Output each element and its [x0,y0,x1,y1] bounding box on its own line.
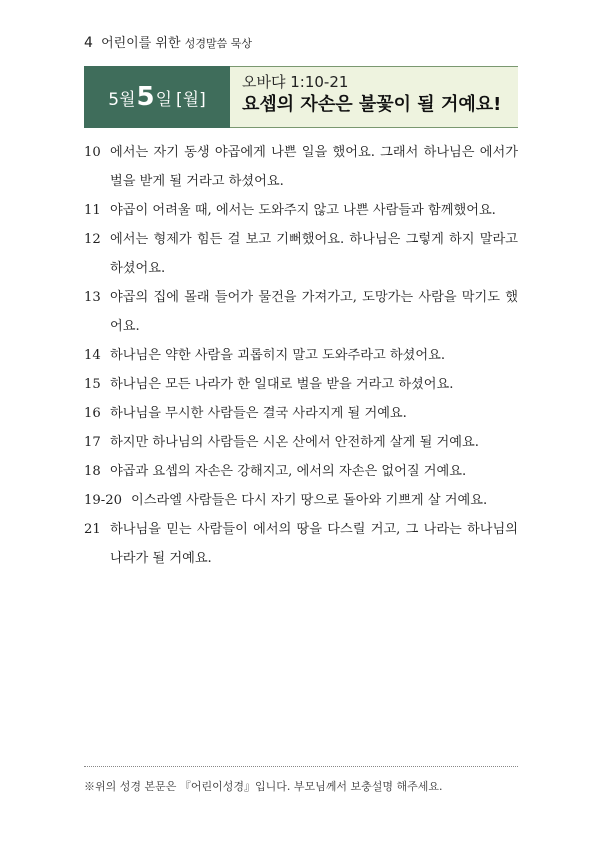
verse [84,399,518,428]
book-subtitle: 성경말씀 묵상 [184,37,252,50]
verse [84,225,518,283]
date-weekday: [월] [176,89,206,110]
verse [84,370,518,399]
verse-text: 이스라엘 사람들은 다시 자기 땅으로 돌아와 기쁘게 살 거예요. [131,493,488,508]
verse-text: 하나님을 무시한 사람들은 결국 사라지게 될 거예요. [110,406,407,421]
verse-text: 에서는 자기 동생 야곱에게 나쁜 일을 했어요. 그래서 하나님은 에서가 벌을 받게 될 거라고 하셨어요. [110,145,518,189]
footnote: ※위의 성경 본문은 『어린이성경』입니다. 부모님께서 보충설명 해주세요. [84,780,443,793]
verse [84,283,518,341]
verse [84,486,518,515]
verse-number: 21 [84,522,101,537]
verse-text: 하나님을 믿는 사람들이 에서의 땅을 다스릴 거고, 그 나라는 하나님의 나라가 될 거예요. [110,522,518,566]
verse [84,457,518,486]
verse-number: 11 [84,203,101,218]
verse-number: 14 [84,348,101,363]
verse-number: 10 [84,145,101,160]
verse-text: 야곱의 집에 몰래 들어가 물건을 가져가고, 도망가는 사람을 막기도 했어요. [110,290,518,334]
verse-number: 19-20 [84,493,123,508]
book-title: 어린이를 위한 [101,36,181,51]
verse-text: 하나님은 약한 사람을 괴롭히지 말고 도와주라고 하셨어요. [110,348,446,363]
verse-text: 야곱과 요셉의 자손은 강해지고, 에서의 자손은 없어질 거예요. [110,464,467,479]
verse-number: 15 [84,377,101,392]
footnote-divider [84,766,518,767]
verse-number: 18 [84,464,101,479]
devotion-banner [84,66,518,128]
verse [84,196,518,225]
date-day: 5 [136,82,155,112]
verse-list [84,138,518,573]
running-header [84,32,252,51]
verse-text: 하나님은 모든 나라가 한 일대로 벌을 받을 거라고 하셨어요. [110,377,454,392]
date-month: 5월 [108,89,136,110]
date-day-suffix: 일 [155,89,173,110]
date-box [84,66,230,128]
verse [84,515,518,573]
verse [84,428,518,457]
verse-text: 하지만 하나님의 사람들은 시온 산에서 안전하게 살게 될 거예요. [110,435,479,450]
verse [84,341,518,370]
verse-number: 16 [84,406,101,421]
verse-text: 에서는 형제가 힘든 걸 보고 기뻐했어요. 하나님은 그렇게 하지 말라고 하셨어요. [110,232,518,276]
verse-number: 12 [84,232,101,247]
scripture-reference: 오바댜 1:10-21 [242,73,349,91]
verse [84,138,518,196]
devotion-title: 요셉의 자손은 불꽃이 될 거예요! [242,94,502,115]
verse-number: 13 [84,290,101,305]
title-box [230,66,518,128]
verse-text: 야곱이 어려울 때, 에서는 도와주지 않고 나쁜 사람들과 함께했어요. [110,203,496,218]
verse-number: 17 [84,435,101,450]
page-number: 4 [84,35,93,51]
